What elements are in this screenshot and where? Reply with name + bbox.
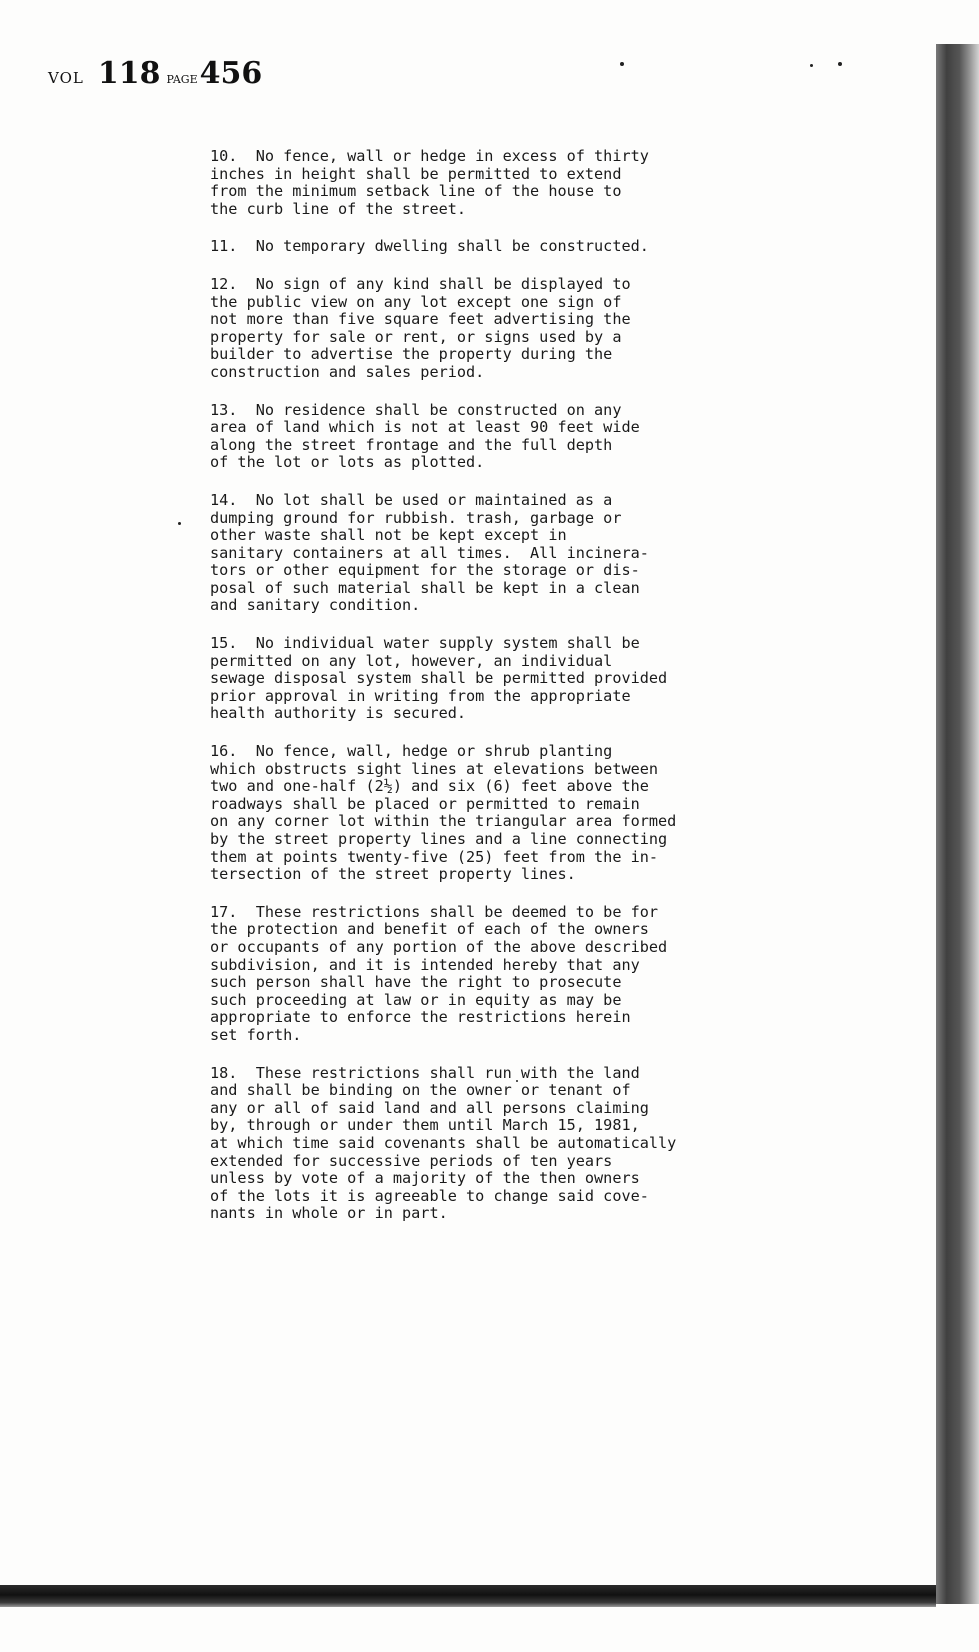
text-line: 17. These restrictions shall be deemed to be for <box>210 902 659 921</box>
text-line: of the lots it is agreeable to change said cove- <box>210 1186 649 1205</box>
covenant-paragraph-11 <box>210 238 770 256</box>
covenant-paragraph-14 <box>210 492 770 615</box>
text-line: health authority is secured. <box>210 704 467 723</box>
text-line: construction and sales period. <box>210 362 485 381</box>
text-line: them at points twenty-five (25) feet from the in- <box>210 847 659 866</box>
text-line: such proceeding at law or in equity as may be <box>210 990 622 1009</box>
text-line: permitted on any lot, however, an individual <box>210 651 613 670</box>
text-line: 12. No sign of any kind shall be displayed to <box>210 274 631 293</box>
text-line: set forth. <box>210 1025 302 1044</box>
text-line: such person shall have the right to prosecute <box>210 973 622 992</box>
text-line: builder to advertise the property during the <box>210 345 613 364</box>
text-line: roadways shall be placed or permitted to remain <box>210 794 640 813</box>
text-line: appropriate to enforce the restrictions herein <box>210 1008 631 1027</box>
text-line: 18. These restrictions shall run with the land <box>210 1063 640 1082</box>
text-line: inches in height shall be permitted to extend <box>210 164 622 183</box>
text-line: which obstructs sight lines at elevations between <box>210 759 659 778</box>
scan-speck <box>810 64 813 67</box>
text-line: on any corner lot within the triangular area formed <box>210 812 677 831</box>
covenants-body <box>210 148 770 1243</box>
covenant-paragraph-13 <box>210 402 770 472</box>
page-header <box>48 56 262 96</box>
text-line: along the street frontage and the full depth <box>210 435 613 454</box>
covenant-paragraph-10 <box>210 148 770 218</box>
scan-bottom-shadow <box>0 1585 936 1607</box>
text-line: two and one-half (2½) and six (6) feet above the <box>210 777 649 796</box>
covenant-paragraph-16 <box>210 743 770 884</box>
scan-edge-shadow <box>936 44 979 1604</box>
scan-speck <box>838 62 842 66</box>
text-line: sanitary containers at all times. All incinera- <box>210 543 649 562</box>
text-line: posal of such material shall be kept in a clean <box>210 578 640 597</box>
text-line: nants in whole or in part. <box>210 1204 448 1223</box>
covenant-paragraph-18 <box>210 1065 770 1223</box>
scan-speck <box>178 522 181 525</box>
text-line: sewage disposal system shall be permitted provided <box>210 669 668 688</box>
text-line: at which time said covenants shall be automatically <box>210 1133 677 1152</box>
text-line: 11. No temporary dwelling shall be constructed. <box>210 237 649 256</box>
text-line: unless by vote of a majority of the then owners <box>210 1169 640 1188</box>
text-line: and shall be binding on the owner or tenant of <box>210 1081 631 1100</box>
text-line: prior approval in writing from the appropriate <box>210 686 631 705</box>
text-line: tersection of the street property lines. <box>210 865 576 884</box>
page-label: PAGE <box>166 73 198 86</box>
text-line: not more than five square feet advertising the <box>210 310 631 329</box>
scan-speck <box>620 62 624 66</box>
text-line: by the street property lines and a line connecting <box>210 830 668 848</box>
text-line: subdivision, and it is intended hereby that any <box>210 955 640 974</box>
text-line: and sanitary condition. <box>210 596 421 615</box>
text-line: 14. No lot shall be used or maintained as a <box>210 490 613 509</box>
text-line: of the lot or lots as plotted. <box>210 453 485 472</box>
page-number: 456 <box>199 56 263 91</box>
text-line: 10. No fence, wall or hedge in excess of thirty <box>210 147 649 165</box>
text-line: 15. No individual water supply system shall be <box>210 634 640 653</box>
text-line: 16. No fence, wall, hedge or shrub planting <box>210 742 613 761</box>
text-line: the protection and benefit of each of the owners <box>210 920 649 939</box>
text-line: extended for successive periods of ten years <box>210 1151 613 1170</box>
text-line: from the minimum setback line of the house to <box>210 182 622 201</box>
text-line: any or all of said land and all persons claiming <box>210 1098 649 1117</box>
text-line: tors or other equipment for the storage or dis- <box>210 561 640 580</box>
text-line: other waste shall not be kept except in <box>210 526 567 545</box>
covenant-paragraph-12 <box>210 276 770 382</box>
text-line: dumping ground for rubbish. trash, garbage or <box>210 508 622 527</box>
text-line: property for sale or rent, or signs used by a <box>210 327 622 346</box>
text-line: by, through or under them until March 15, 1981, <box>210 1116 640 1135</box>
text-line: area of land which is not at least 90 feet wide <box>210 418 640 437</box>
volume-label: VOL <box>48 69 84 87</box>
covenant-paragraph-15 <box>210 635 770 723</box>
text-line: the public view on any lot except one sign of <box>210 292 622 311</box>
text-line: the curb line of the street. <box>210 199 467 218</box>
text-line: 13. No residence shall be constructed on any <box>210 400 622 419</box>
volume-number: 118 <box>97 56 161 91</box>
text-line: or occupants of any portion of the above described <box>210 937 668 956</box>
covenant-paragraph-17 <box>210 904 770 1045</box>
